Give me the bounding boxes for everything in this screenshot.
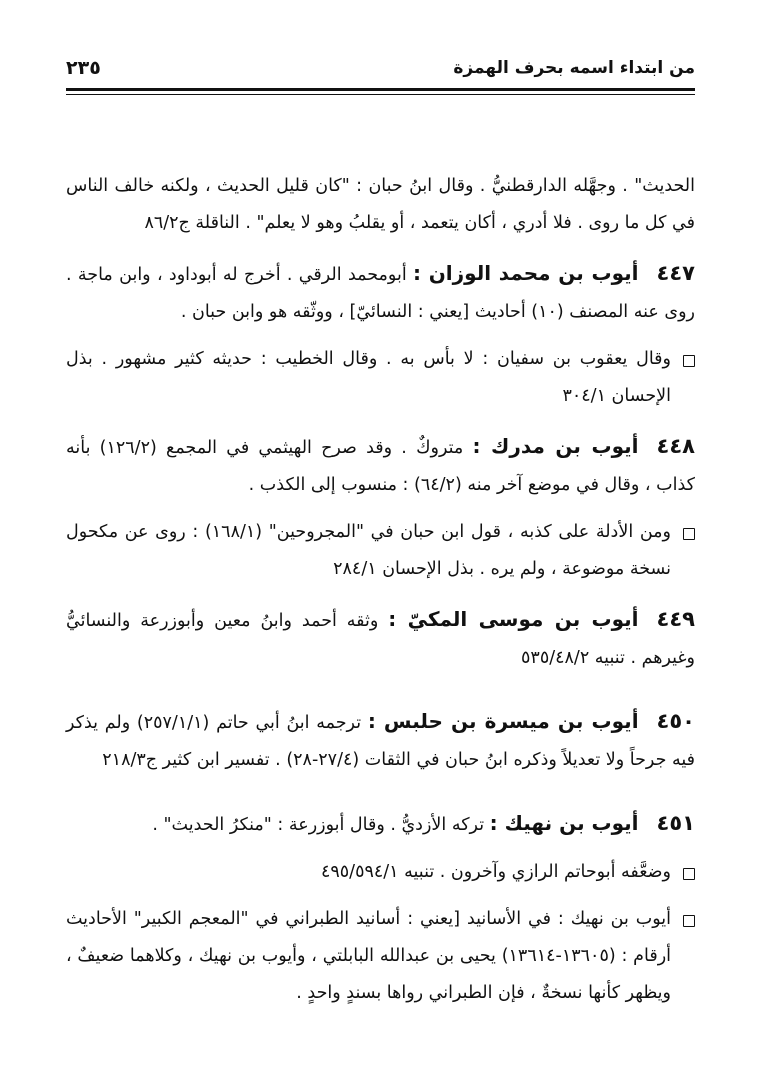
narrator-name: أيوب بن مدرك : [472, 434, 639, 458]
narrator-name: أيوب بن محمد الوزان : [413, 261, 639, 285]
checkbox-bullet-icon [683, 355, 695, 367]
biography-entry [66, 703, 695, 779]
entry-number: ٤٤٧ [656, 261, 695, 285]
entry-text: متروكٌ . وقد صرح الهيثمي في المجمع (١٢٦/٢) بأنه كذاب ، وقال في موضع آخر منه (٦٤/٢) : منسوب إلى الكذب . [66, 438, 695, 495]
entries-list [66, 255, 695, 1012]
narrator-name: أيوب بن موسى المكيّ : [388, 607, 639, 631]
entry-number: ٤٥١ [656, 811, 695, 835]
entry-text: وثقه أحمد وابنُ معين وأبوزرعة والنسائيُّ وغيرهم . تنبيه ٥٣٥/٤٨/٢ [66, 611, 695, 668]
entry-note [66, 514, 695, 588]
entry-note [66, 901, 695, 1012]
note-text: وضعَّفه أبوحاتم الرازي وآخرون . تنبيه ٤٩٥/٥٩٤/١ [320, 862, 671, 882]
header-rule-thick [66, 88, 695, 91]
intro-paragraph: الحديث" . وجهَّله الدارقطنيُّ . وقال ابنُ حبان : "كان قليل الحديث ، ولكنه خالف الناس في كل ما روى . فلا أدري ، أكان يتعمد ، أو يقلبُ وهو لا يعلم" . الناقلة ج٨٦/٢ [66, 176, 695, 233]
biography-entry [66, 255, 695, 331]
page-number: ٢٣٥ [66, 57, 101, 79]
checkbox-bullet-icon [683, 868, 695, 880]
entry-number: ٤٥٠ [656, 709, 695, 733]
entry-note [66, 341, 695, 415]
narrator-name: أيوب بن ميسرة بن حلبس : [367, 709, 639, 733]
entry-number: ٤٤٩ [656, 607, 695, 631]
entry-text: ترجمه ابنُ أبي حاتم (٢٥٧/١/١) ولم يذكر فيه جرحاً ولا تعديلاً وذكره ابنُ حبان في الثقات (٢٧/٤-٢٨) . تفسير ابن كثير ج٢١٨/٣ [66, 713, 695, 770]
biography-entry [66, 601, 695, 677]
page-body [66, 168, 695, 1012]
checkbox-bullet-icon [683, 528, 695, 540]
note-text: وقال يعقوب بن سفيان : لا بأس به . وقال الخطيب : حديثه كثير مشهور . بذل الإحسان ٣٠٤/١ [66, 349, 671, 406]
biography-entry [66, 805, 695, 844]
note-text: أيوب بن نهيك : في الأسانيد [يعني : أسانيد الطبراني في "المعجم الكبير" الأحاديث أرقام : (١٣٦٠٥-١٣٦١٤) يحيى بن عبدالله البابلتي ، وأيوب بن نهيك ، وكلاهما ضعيفٌ ، ويظهر كأنها نسخةٌ ، فإن الطبراني رواها بسندٍ واحدٍ . [66, 909, 672, 1003]
entry-text: أبومحمد الرقي . أخرج له أبوداود ، وابن ماجة . روى عنه المصنف (١٠) أحاديث [يعني : النسائيّ] ، ووثّقه هو وابن حبان . [66, 265, 695, 322]
narrator-name: أيوب بن نهيك : [489, 811, 639, 835]
note-text: ومن الأدلة على كذبه ، قول ابن حبان في "المجروحين" (١٦٨/١) : روى عن مكحول نسخة موضوعة ، ولم يره . بذل الإحسان ٢٨٤/١ [66, 522, 671, 579]
biography-entry [66, 428, 695, 504]
entry-number: ٤٤٨ [656, 434, 695, 458]
header-rule-thin [66, 94, 695, 95]
page-header [66, 52, 695, 84]
entry-text: تركه الأزديُّ . وقال أبوزرعة : "منكرُ الحديث" . [152, 815, 490, 835]
running-title: من ابتداء اسمه بحرف الهمزة [453, 58, 695, 78]
checkbox-bullet-icon [683, 915, 695, 927]
entry-note [66, 854, 695, 891]
